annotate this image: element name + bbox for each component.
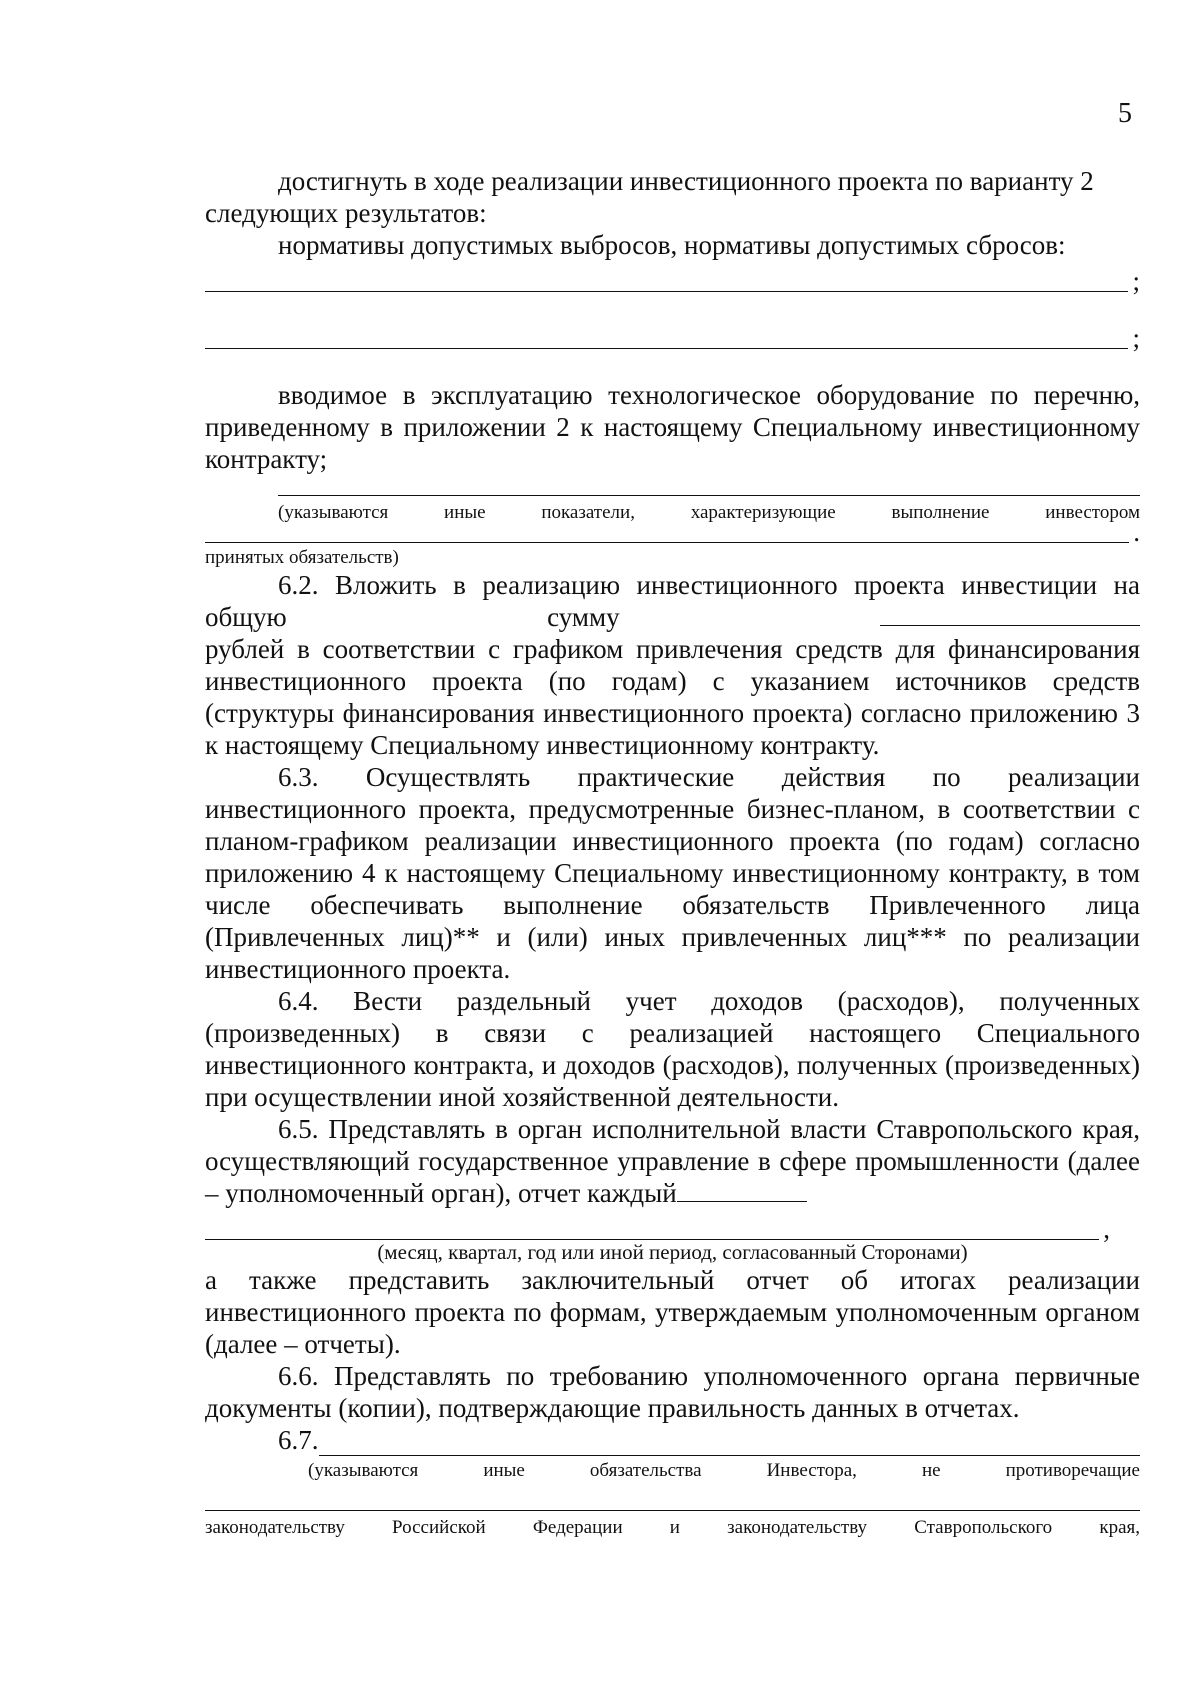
- paragraph-6-2-rest: рублей в соответствии с графиком привлечения средств для финансирования инвестиционного проекта (по годам) с указанием источников средств (структуры финансирования инвестиционного проекта) согласно приложению 3 к настоящему Специальному инвестиционному контракту.: [205, 634, 1140, 760]
- paragraph-6-2-start: [205, 569, 1140, 633]
- paragraph-results: достигнуть в ходе реализации инвестиционного проекта по варианту 2 следующих результатов:: [205, 166, 1094, 228]
- blank-fill: [205, 1217, 1099, 1240]
- note-obligations: принятых обязательств): [205, 547, 399, 568]
- paragraph-emission-norms: нормативы допустимых выбросов, нормативы допустимых сбросов:: [278, 230, 1066, 260]
- amount-blank: [880, 603, 1140, 626]
- comma: ,: [1103, 1214, 1110, 1244]
- note-other-obligations: (указываются иные обязательства Инвестора, не противоречащие: [308, 1460, 1140, 1481]
- document-body: [205, 165, 1140, 1539]
- semicolon: ;: [1132, 266, 1140, 296]
- blank-line-5: [205, 1214, 1110, 1244]
- paragraph-6-2-text: 6.2. Вложить в реализацию инвестиционного проекта инвестиции на общую сумму: [205, 570, 1140, 632]
- semicolon: ;: [1132, 323, 1140, 353]
- period-blank: [677, 1179, 807, 1202]
- blank-line-2: [205, 323, 1140, 353]
- paragraph-6-7: [205, 1424, 1140, 1456]
- period: .: [1133, 517, 1140, 547]
- page-number: 5: [1118, 98, 1132, 129]
- note-other-indicators: (указываются иные показатели, характеризующие выполнение инвестором: [278, 502, 1140, 523]
- blank-line-6: [205, 1496, 1140, 1511]
- blank-fill: [205, 520, 1129, 543]
- blank-fill: [205, 269, 1128, 292]
- blank-line-3: [278, 479, 1140, 496]
- note-legislation: законодательству Российской Федерации и законодательству Ставропольского края,: [205, 1517, 1140, 1538]
- paragraph-6-4: 6.4. Вести раздельный учет доходов (расходов), полученных (произведенных) в связи с реализацией настоящего Специального инвестиционного контракта, и доходов (расходов), полученных (произведенных) при осуществлении иной хозяйственной деятельности.: [205, 986, 1140, 1112]
- note-period: (месяц, квартал, год или иной период, согласованный Сторонами): [377, 1240, 968, 1264]
- paragraph-6-5-continued: а также представить заключительный отчет об итогах реализации инвестиционного проекта по формам, утверждаемым уполномоченным органом (далее – отчеты).: [205, 1265, 1140, 1359]
- paragraph-6-5: [205, 1113, 1140, 1209]
- paragraph-6-6: 6.6. Представлять по требованию уполномоченного органа первичные документы (копии), подтверждающие правильность данных в отчетах.: [205, 1361, 1140, 1423]
- blank-fill: [205, 326, 1128, 349]
- paragraph-6-7-number: 6.7.: [278, 1425, 319, 1455]
- paragraph-6-5-text: 6.5. Представлять в орган исполнительной власти Ставропольского края, осуществляющий государственное управление в сфере промышленности (далее – уполномоченный орган), отчет каждый: [205, 1114, 1140, 1208]
- blank-line-1: [205, 266, 1140, 296]
- blank-fill: [319, 1433, 1141, 1456]
- paragraph-6-3: 6.3. Осуществлять практические действия по реализации инвестиционного проекта, предусмотренные бизнес-планом, в соответствии с планом-графиком реализации инвестиционного проекта (по годам) согласно приложению 4 к настоящему Специальному инвестиционному контракту, в том числе обеспечивать выполнение обязательств Привлеченного лица (Привлеченных лиц)** и (или) иных привлеченных лиц*** по реализации инвестиционного проекта.: [205, 762, 1140, 984]
- paragraph-equipment: вводимое в эксплуатацию технологическое оборудование по перечню, приведенному в приложении 2 к настоящему Специальному инвестиционному контракту;: [205, 380, 1140, 474]
- blank-line-4: [205, 517, 1140, 547]
